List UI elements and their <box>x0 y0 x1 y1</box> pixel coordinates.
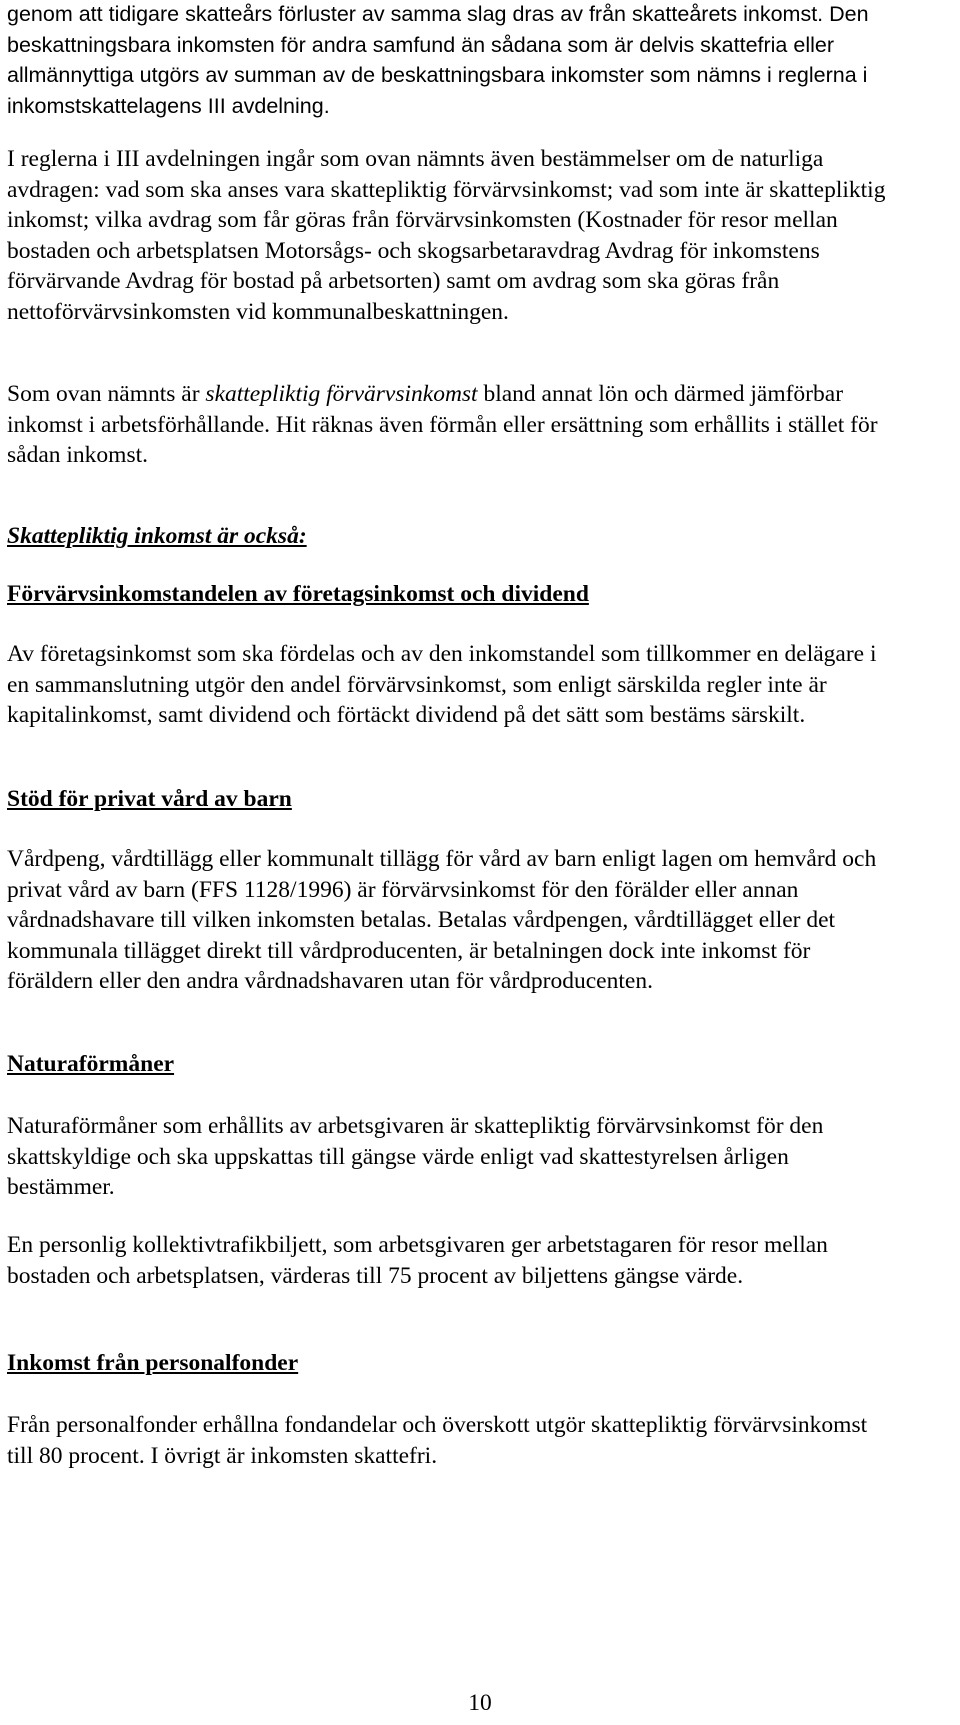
paragraph-text-end: bland annat lön och därmed jämförbar inkomst i arbetsförhållande. Hit räknas även förmån eller ersättning som erhållits i stället för sådan inkomst. <box>7 381 878 468</box>
paragraph-childcare-support: Vårdpeng, vårdtillägg eller kommunalt tillägg för vård av barn enligt lagen om hemvård och privat vård av barn (FFS 1128/1996) är förvärvsinkomst för den förälder eller annan vårdnadshavare till vilken inkomsten betalas. Betalas vårdpengen, vårdtillägget eller det kommunala tillägget direkt till vårdproducenten, är betalningen dock inte inkomst för föräldern eller den andra vårdnadshavaren utan för vårdproducenten. <box>7 846 877 994</box>
heading-also-taxable: Skattepliktig inkomst är också: <box>7 523 307 549</box>
paragraph-natural-deductions: I reglerna i III avdelningen ingår som ovan nämnts även bestämmelser om de naturliga avdragen: vad som ska anses vara skattepliktig förvärvsinkomst; vad som inte är skattepliktig inkomst; vilka avdrag som får göras från förvärvsinkomsten (Kostnader för resor mellan bostaden och arbetsplatsen Motorsågs- och skogsarbetaravdrag Avdrag för inkomstens förvärvande Avdrag för bostad på arbetsorten) samt om avdrag som ska göras från nettoförvärvsinkomsten vid kommunalbeskattningen. <box>7 146 886 325</box>
paragraph-text-start: Som ovan nämnts är <box>7 381 206 407</box>
heading-fringe-benefits: Naturaförmåner <box>7 1051 175 1077</box>
paragraph-taxable-earned-income <box>7 379 892 471</box>
paragraph-business-income: Av företagsinkomst som ska fördelas och av den inkomstandel som tillkommer en delägare i en sammanslutning utgör den andel förvärvsinkomst, som enligt särskilda regler inte är kapitalinkomst, samt dividend och förtäckt dividend på det sätt som bestäms särskilt. <box>7 641 877 728</box>
heading-business-income: Förvärvsinkomstandelen av företagsinkomst och dividend <box>7 581 589 607</box>
heading-childcare-support: Stöd för privat vård av barn <box>7 786 292 812</box>
paragraph-transit-ticket: En personlig kollektivtrafikbiljett, som arbetsgivaren ger arbetstagaren för resor mellan bostaden och arbetsplatsen, värderas till 75 procent av biljettens gängse värde. <box>7 1232 828 1289</box>
emphasized-term: skattepliktig förvärvsinkomst <box>205 381 478 407</box>
intro-paragraph: genom att tidigare skatteårs förluster av samma slag dras av från skatteårets inkomst. Den beskattningsbara inkomsten för andra samfund än sådana som är delvis skattefria eller allmännyttiga utgörs av summan av de beskattningsbara inkomster som nämns i reglerna i inkomstskattelagens III avdelning. <box>7 2 869 118</box>
paragraph-fringe-benefits: Naturaförmåner som erhållits av arbetsgivaren är skattepliktig förvärvsinkomst för den skattskyldige och ska uppskattas till gängse värde enligt vad skattestyrelsen årligen bestämmer. <box>7 1113 824 1200</box>
heading-personnel-funds: Inkomst från personalfonder <box>7 1350 299 1376</box>
paragraph-personnel-funds: Från personalfonder erhållna fondandelar och överskott utgör skattepliktig förvärvsinkomst till 80 procent. I övrigt är inkomsten skattefri. <box>7 1412 868 1469</box>
page-number: 10 <box>468 1690 492 1716</box>
